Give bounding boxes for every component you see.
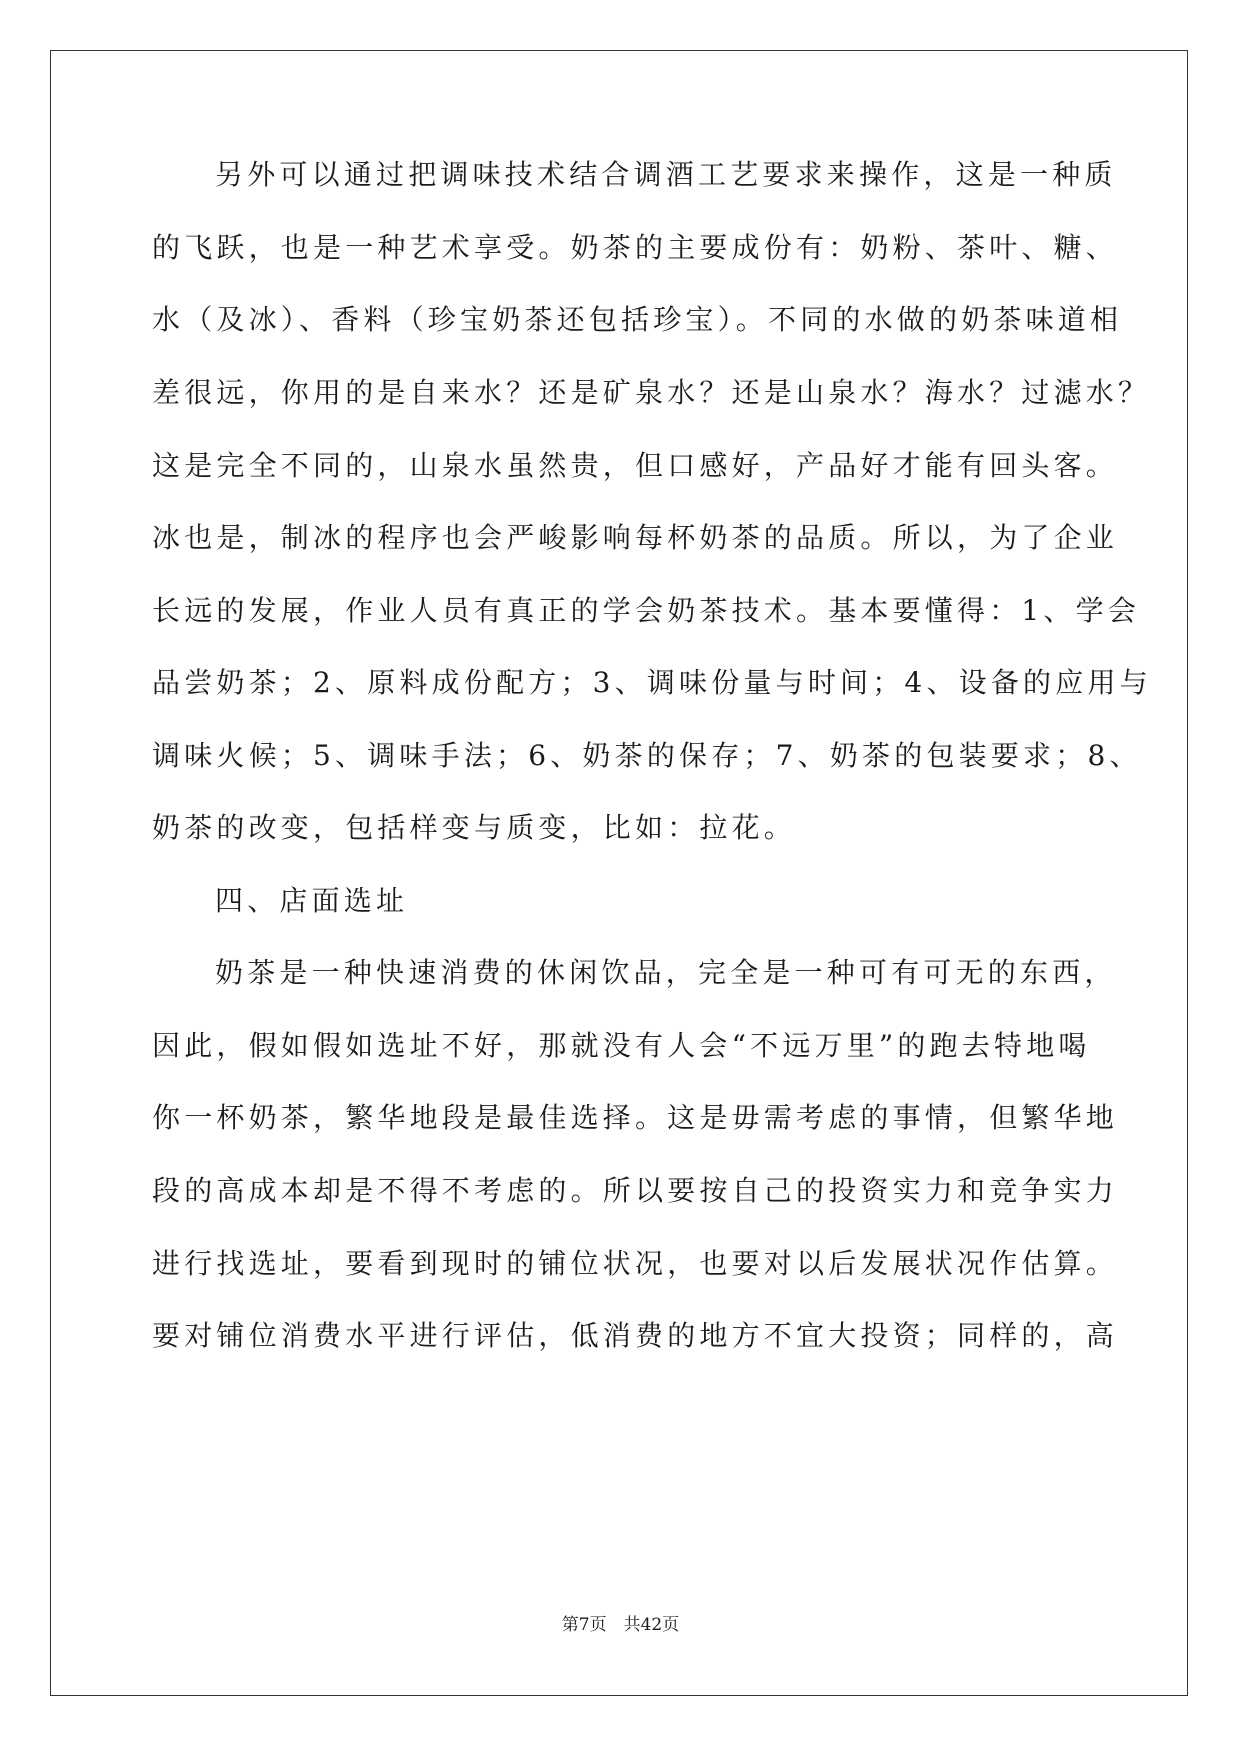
paragraph-line: 你一杯奶茶，繁华地段是最佳选择。这是毋需考虑的事情，但繁华地 — [152, 1101, 1119, 1134]
paragraph-line: 的飞跃，也是一种艺术享受。奶茶的主要成份有：奶粉、茶叶、糖、 — [152, 231, 1119, 264]
paragraph-line: 调味火候；5、调味手法；6、奶茶的保存；7、奶茶的包装要求；8、 — [152, 739, 1142, 772]
paragraph-line: 进行找选址，要看到现时的铺位状况，也要对以后发展状况作估算。 — [152, 1247, 1119, 1280]
page-border — [50, 50, 1188, 1696]
section-heading: 四、店面选址 — [215, 884, 409, 917]
paragraph-line: 因此，假如假如选址不好，那就没有人会“不远万里”的跑去特地喝 — [152, 1029, 1091, 1062]
page-number-footer: 第7页 共42页 — [561, 1615, 680, 1635]
paragraph-line: 差很远，你用的是自来水？还是矿泉水？还是山泉水？海水？过滤水？ — [152, 376, 1151, 409]
paragraph-line: 品尝奶茶；2、原料成份配方；3、调味份量与时间；4、设备的应用与 — [152, 666, 1152, 699]
paragraph-line: 水（及冰）、香料（珍宝奶茶还包括珍宝）。不同的水做的奶茶味道相 — [152, 303, 1123, 336]
paragraph-line: 长远的发展，作业人员有真正的学会奶茶技术。基本要懂得：1、学会 — [152, 594, 1141, 627]
paragraph-line: 奶茶的改变，包括样变与质变，比如：拉花。 — [152, 811, 797, 844]
paragraph-line: 另外可以通过把调味技术结合调酒工艺要求来操作，这是一种质 — [215, 158, 1117, 191]
paragraph-line: 冰也是，制冰的程序也会严峻影响每杯奶茶的品质。所以，为了企业 — [152, 521, 1119, 554]
paragraph-line: 段的高成本却是不得不考虑的。所以要按自己的投资实力和竞争实力 — [152, 1174, 1119, 1207]
paragraph-line: 要对铺位消费水平进行评估，低消费的地方不宜大投资；同样的，高 — [152, 1319, 1119, 1352]
paragraph-line: 奶茶是一种快速消费的休闲饮品，完全是一种可有可无的东西， — [215, 956, 1117, 989]
paragraph-line: 这是完全不同的，山泉水虽然贵，但口感好，产品好才能有回头客。 — [152, 449, 1119, 482]
